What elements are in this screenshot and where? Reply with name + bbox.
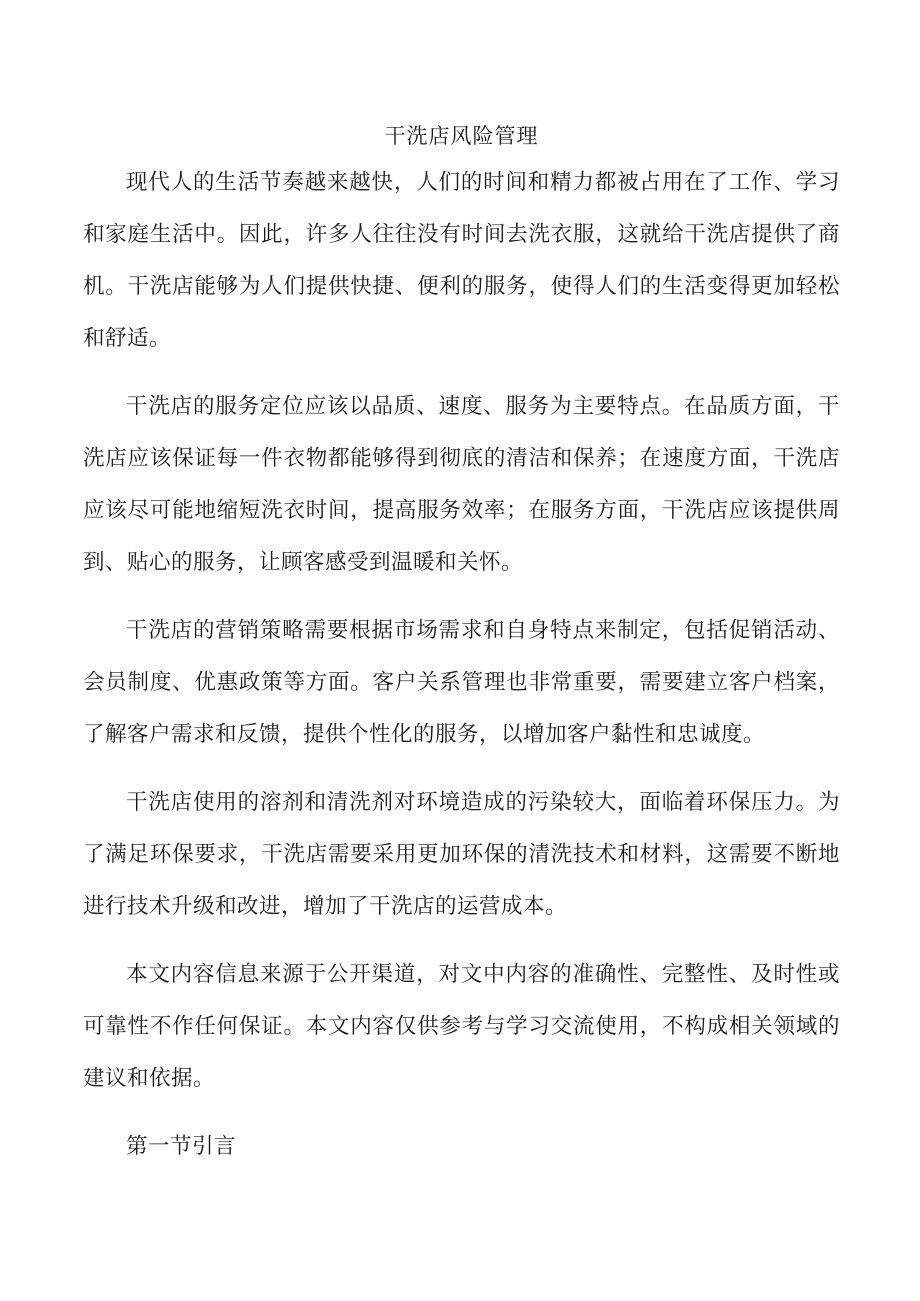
- document-title: 干洗店风险管理: [384, 124, 539, 148]
- paragraph-service-positioning: 干洗店的服务定位应该以品质、速度、服务为主要特点。在品质方面，干洗店应该保证每一件衣物都能够得到彻底的清洁和保养；在速度方面，干洗店应该尽可能地缩短洗衣时间，提高服务效率；在服务方面，干洗店应该提供周到、贴心的服务，让顾客感受到温暖和关怀。: [83, 394, 840, 575]
- paragraph-disclaimer: 本文内容信息来源于公开渠道，对文中内容的准确性、完整性、及时性或可靠性不作任何保证。本文内容仅供参考与学习交流使用，不构成相关领域的建议和依据。: [83, 962, 840, 1091]
- paragraph-intro: 现代人的生活节奏越来越快，人们的时间和精力都被占用在了工作、学习和家庭生活中。因此，许多人往往没有时间去洗衣服，这就给干洗店提供了商机。干洗店能够为人们提供快捷、便利的服务，使得人们的生活变得更加轻松和舒适。: [83, 170, 840, 351]
- paragraph-environmental-pressure: 干洗店使用的溶剂和清洗剂对环境造成的污染较大，面临着环保压力。为了满足环保要求，干洗店需要采用更加环保的清洗技术和材料，这需要不断地进行技术升级和改进，增加了干洗店的运营成本。: [83, 790, 840, 919]
- paragraph-marketing-strategy: 干洗店的营销策略需要根据市场需求和自身特点来制定，包括促销活动、会员制度、优惠政策等方面。客户关系管理也非常重要，需要建立客户档案，了解客户需求和反馈，提供个性化的服务，以增加客户黏性和忠诚度。: [83, 618, 840, 747]
- section-heading: 第一节引言: [126, 1134, 237, 1159]
